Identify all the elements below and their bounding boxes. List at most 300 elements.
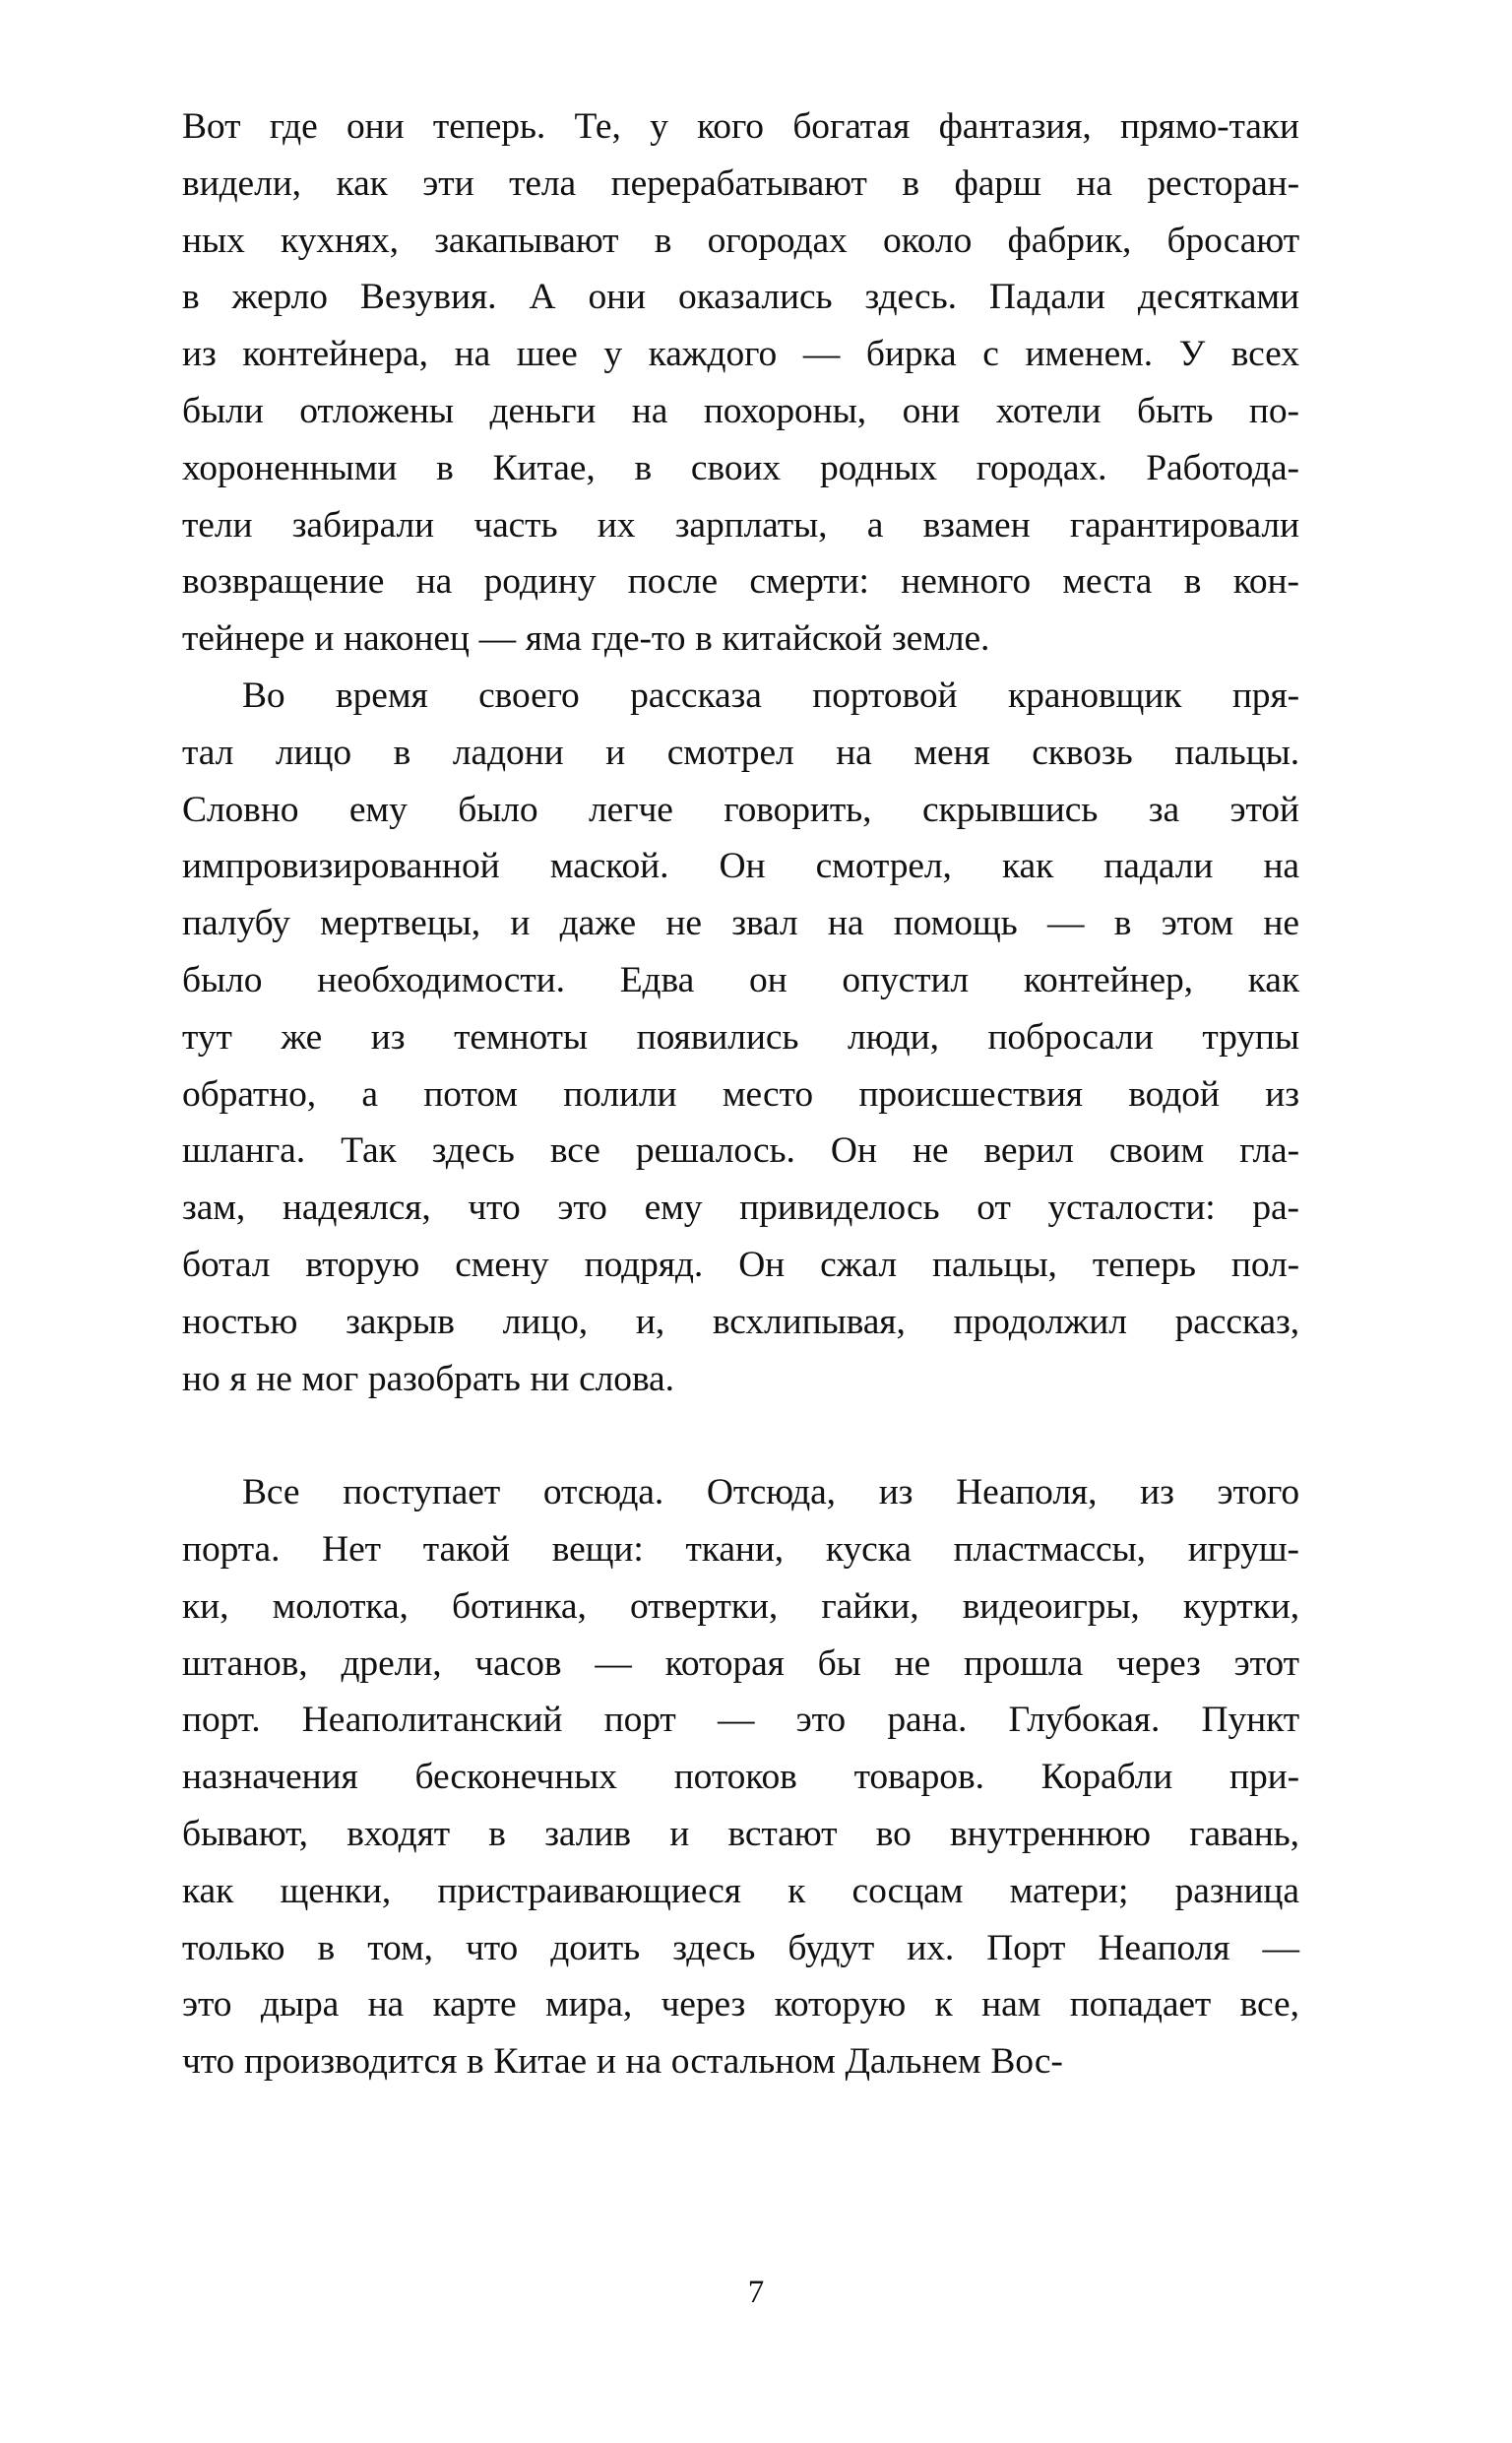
text-line [182, 1806, 1299, 1863]
word: деньги [489, 390, 597, 431]
text-line [182, 1692, 1299, 1749]
word: они [588, 277, 647, 318]
text-line [182, 1578, 1299, 1636]
word: трупы [1202, 1016, 1299, 1058]
word: порт. [182, 1700, 261, 1741]
word: около [882, 220, 973, 261]
word: в [436, 447, 454, 488]
word: Он [830, 1130, 877, 1172]
page-number: 7 [747, 2275, 765, 2310]
word: только [182, 1927, 285, 1968]
word: каждого [648, 334, 778, 375]
word: пальцы. [1174, 732, 1299, 773]
word: было [458, 789, 538, 830]
word: все [549, 1130, 600, 1172]
word: в [393, 732, 411, 773]
word: вторую [305, 1244, 420, 1285]
word: бирка [865, 334, 957, 375]
word: с [982, 334, 999, 375]
word: хотели [995, 390, 1102, 431]
word: пристраивающиеся [437, 1870, 741, 1911]
word: отсюда. [542, 1472, 664, 1513]
word: появились [636, 1016, 799, 1058]
word: поступает [343, 1472, 501, 1513]
word: через [1116, 1642, 1201, 1684]
word: ра- [1252, 1188, 1299, 1229]
text-line [182, 1749, 1299, 1806]
word: жерло [231, 277, 328, 318]
word: гайки, [821, 1585, 919, 1627]
word: надеялся, [282, 1188, 431, 1229]
word: здесь. [864, 277, 957, 318]
word: входят [346, 1813, 451, 1854]
word: он [748, 959, 788, 1000]
word: ни [530, 1358, 570, 1399]
word: портовой [812, 675, 958, 716]
word: смотрел, [815, 846, 952, 887]
word: и, [635, 1301, 665, 1342]
word: видеоигры, [962, 1585, 1140, 1627]
word: такой [422, 1528, 510, 1570]
word: же [281, 1016, 323, 1058]
word: где [269, 106, 318, 147]
word: ных [182, 220, 245, 261]
word: через [661, 1984, 746, 2025]
word: говорить, [724, 789, 872, 830]
word: перерабатывают [610, 162, 867, 204]
word: доить [550, 1927, 641, 1968]
word: это [182, 1984, 232, 2025]
word: в [654, 220, 672, 261]
word: шее [516, 334, 578, 375]
word: бросают [1166, 220, 1299, 261]
word: прямо-таки [1120, 106, 1299, 147]
word: у [603, 334, 622, 375]
word: а [361, 1073, 378, 1115]
word: штанов, [182, 1642, 308, 1684]
word: это [795, 1700, 847, 1741]
word: их [597, 504, 636, 546]
word: — [1262, 1927, 1299, 1968]
word: и [314, 618, 335, 660]
word: темноты [454, 1016, 589, 1058]
text-line [182, 326, 1299, 383]
text-line [182, 1351, 1299, 1408]
word: помощь [893, 903, 1018, 944]
word: что [468, 1188, 521, 1229]
word: не [1263, 903, 1299, 944]
word: товаров. [853, 1757, 984, 1798]
word: в [902, 162, 919, 204]
word: немного [901, 561, 1031, 603]
text-line [182, 725, 1299, 782]
word: быть [1137, 390, 1214, 431]
word: как [182, 1870, 234, 1911]
word: карте [432, 1984, 517, 2025]
word: фантазия, [938, 106, 1092, 147]
text-line [182, 497, 1299, 554]
word: из [182, 334, 217, 375]
word: контейнер, [1023, 959, 1193, 1000]
word: матери; [1009, 1870, 1129, 1911]
word: смотрел [666, 732, 794, 773]
word: этом [1161, 903, 1234, 944]
word: У [1178, 334, 1206, 375]
word: ностью [182, 1301, 298, 1342]
word: производится [243, 2041, 458, 2083]
word: тал [182, 732, 234, 773]
word: я [229, 1358, 247, 1399]
text-line [182, 383, 1299, 440]
word: где-то [591, 618, 686, 660]
word: фабрик, [1007, 220, 1132, 261]
word: пол- [1230, 1244, 1299, 1285]
word: не [912, 1130, 949, 1172]
word: теперь. [432, 106, 546, 147]
word: сквозь [1032, 732, 1133, 773]
word: часов [474, 1642, 562, 1684]
word: к [934, 1984, 953, 2025]
word: после [627, 561, 719, 603]
text-line [182, 895, 1299, 952]
word: верил [983, 1130, 1074, 1172]
word: у [650, 106, 668, 147]
text-line [182, 1066, 1299, 1124]
word: продолжил [953, 1301, 1127, 1342]
word: Работода- [1146, 447, 1299, 488]
word: ладони [452, 732, 564, 773]
word: из [1140, 1472, 1174, 1513]
paragraph-1 [182, 98, 1299, 668]
word: смерти: [749, 561, 869, 603]
word: Порт [986, 1927, 1066, 1968]
word: к [788, 1870, 806, 1911]
word: Пункт [1201, 1700, 1299, 1741]
word: попадает [1069, 1984, 1212, 2025]
word: — [717, 1700, 755, 1741]
word: как [1001, 846, 1054, 887]
word: оказались [678, 277, 833, 318]
word: лицо, [502, 1301, 589, 1342]
word: на [454, 334, 491, 375]
word: не [256, 1358, 292, 1399]
word: из [878, 1472, 914, 1513]
word: встают [727, 1813, 838, 1854]
word: китайской [722, 618, 883, 660]
word: Неаполя, [956, 1472, 1098, 1513]
word: на [367, 1984, 405, 2025]
word: которая [664, 1642, 785, 1684]
word: происшествия [858, 1073, 1083, 1115]
word: подряд. [584, 1244, 704, 1285]
word: ботал [182, 1244, 271, 1285]
word: хороненными [182, 447, 398, 488]
word: скрывшись [921, 789, 1099, 830]
word: было [182, 959, 263, 1000]
text-line [182, 1464, 1299, 1521]
word: место [722, 1073, 813, 1115]
word: контейнера, [242, 334, 428, 375]
word: Так [341, 1130, 397, 1172]
text-line [182, 1009, 1299, 1066]
word: своих [690, 447, 782, 488]
word: меня [914, 732, 990, 773]
word: палубу [182, 903, 290, 944]
word: а [866, 504, 884, 546]
word: из [370, 1016, 406, 1058]
word: мира, [545, 1984, 633, 2025]
word: полили [563, 1073, 677, 1115]
body-text-column [182, 98, 1299, 2090]
word: прошла [964, 1642, 1084, 1684]
text-line [182, 611, 1299, 668]
word: на [1076, 162, 1112, 204]
word: Неаполитанский [301, 1700, 563, 1741]
word: маской. [549, 846, 669, 887]
word: Китае, [492, 447, 596, 488]
word: гла- [1239, 1130, 1299, 1172]
word: и [605, 732, 626, 773]
word: легче [589, 789, 673, 830]
word: водой [1128, 1073, 1220, 1115]
word: тут [182, 1016, 232, 1058]
word: сжал [820, 1244, 898, 1285]
word: здесь [672, 1927, 756, 1968]
word: своего [478, 675, 580, 716]
word: щенки, [280, 1870, 392, 1911]
text-line [182, 1636, 1299, 1693]
word: огородах [707, 220, 848, 261]
word: городах. [976, 447, 1107, 488]
word: Отсюда, [706, 1472, 836, 1513]
word: падали [1103, 846, 1214, 887]
word: смену [455, 1244, 549, 1285]
word: бесконечных [414, 1757, 617, 1798]
word: привиделось [739, 1188, 940, 1229]
word: Глубокая. [1008, 1700, 1161, 1741]
word: необходимости. [317, 959, 565, 1000]
word: Он [719, 846, 766, 887]
word: в [634, 447, 653, 488]
word: на [631, 390, 668, 431]
word: на [827, 903, 864, 944]
word: залив [544, 1813, 631, 1854]
text-line [182, 1920, 1299, 1977]
word: бывают, [182, 1813, 308, 1854]
word: бы [817, 1642, 861, 1684]
word: ткани, [685, 1528, 785, 1570]
word: вещи: [551, 1528, 644, 1570]
word: нам [981, 1984, 1041, 2025]
word: в [182, 277, 200, 318]
word: из [1265, 1073, 1299, 1115]
word: были [182, 390, 264, 431]
word: даже [559, 903, 637, 944]
word: на [415, 561, 453, 603]
word: сосцам [851, 1870, 964, 1911]
word: люди, [848, 1016, 939, 1058]
text-line [182, 838, 1299, 895]
word: пря- [1231, 675, 1299, 716]
word: Те, [574, 106, 621, 147]
word: именем. [1025, 334, 1154, 375]
word: на [836, 732, 872, 773]
word: отвертки, [629, 1585, 779, 1627]
word: взамен [922, 504, 1031, 546]
word: потоков [673, 1757, 797, 1798]
paragraph-2 [182, 668, 1299, 1407]
word: наконец [343, 618, 470, 660]
word: рассказ, [1174, 1301, 1299, 1342]
word: в [466, 2041, 484, 2083]
text-line [182, 668, 1299, 725]
word: яма [525, 618, 582, 660]
word: не [894, 1642, 931, 1684]
word: Вос- [990, 2041, 1063, 2083]
word: Корабли [1040, 1757, 1173, 1798]
word: этого [1217, 1472, 1299, 1513]
word: видели, [182, 162, 301, 204]
paragraph-3 [182, 1464, 1299, 2090]
word: порт [603, 1700, 676, 1741]
word: время [336, 675, 428, 716]
word: богатая [792, 106, 911, 147]
word: шланга. [182, 1130, 306, 1172]
word: остальном [670, 2041, 836, 2083]
word: побросали [987, 1016, 1154, 1058]
word: они [346, 106, 405, 147]
word: разница [1174, 1870, 1299, 1911]
word: дыра [260, 1984, 340, 2025]
text-line [182, 98, 1299, 156]
word: — [1047, 903, 1085, 944]
word: часть [473, 504, 558, 546]
word: порта. [182, 1528, 281, 1570]
word: в [695, 618, 713, 660]
word: рассказа [630, 675, 762, 716]
word: как [336, 162, 388, 204]
word: решалось. [635, 1130, 795, 1172]
word: за [1148, 789, 1179, 830]
word: Дальнем [845, 2041, 981, 2083]
word: внутреннюю [950, 1813, 1151, 1854]
word: рана. [887, 1700, 968, 1741]
word: отложены [299, 390, 454, 431]
word: Словно [182, 789, 299, 830]
word: по- [1248, 390, 1299, 431]
word: кон- [1232, 561, 1299, 603]
word: теперь [1092, 1244, 1196, 1285]
word: обратно, [182, 1073, 317, 1115]
word: земле. [891, 618, 990, 660]
word: это [557, 1188, 607, 1229]
paragraph-spacer [182, 1407, 1299, 1464]
word: потом [423, 1073, 518, 1115]
word: кого [697, 106, 764, 147]
text-line [182, 2033, 1299, 2090]
word: фарш [954, 162, 1041, 204]
word: всех [1230, 334, 1299, 375]
word: игруш- [1187, 1528, 1299, 1570]
word: мертвецы, [320, 903, 481, 944]
word: всхлипывая, [712, 1301, 906, 1342]
word: во [875, 1813, 912, 1854]
word: Падали [988, 277, 1105, 318]
word: тели [182, 504, 253, 546]
word: похороны, [703, 390, 867, 431]
text-line [182, 1521, 1299, 1578]
word: Во [242, 675, 285, 716]
word: ему [348, 789, 408, 830]
word: и [510, 903, 531, 944]
word: гавань, [1189, 1813, 1299, 1854]
text-line [182, 440, 1299, 497]
word: в [1183, 561, 1202, 603]
word: которую [774, 1984, 907, 2025]
word: пластмассы, [953, 1528, 1146, 1570]
text-line [182, 782, 1299, 839]
text-line [182, 553, 1299, 611]
text-line [182, 1180, 1299, 1237]
word: опустил [842, 959, 970, 1000]
text-line [182, 952, 1299, 1009]
word: — [802, 334, 841, 375]
text-line [182, 1863, 1299, 1920]
word: они [902, 390, 961, 431]
word: — [595, 1642, 632, 1684]
word: ки, [182, 1585, 229, 1627]
word: будут [788, 1927, 875, 1968]
word: ресторан- [1147, 162, 1299, 204]
word: кухнях, [280, 220, 399, 261]
word: мог [301, 1358, 359, 1399]
word: Едва [619, 959, 695, 1000]
word: лицо [275, 732, 352, 773]
word: в [488, 1813, 506, 1854]
word: забирали [291, 504, 435, 546]
word: крановщик [1007, 675, 1182, 716]
word: дрели, [341, 1642, 442, 1684]
word: звал [731, 903, 798, 944]
word: назначения [182, 1757, 358, 1798]
word: том, [367, 1927, 433, 1968]
word: что [465, 1927, 519, 1968]
word: Нет [322, 1528, 381, 1570]
text-line [182, 1237, 1299, 1294]
word: в [1113, 903, 1132, 944]
word: — [478, 618, 516, 660]
word: слова. [579, 1358, 674, 1399]
word: ботинка, [452, 1585, 587, 1627]
word: молотка, [272, 1585, 409, 1627]
word: но [182, 1358, 220, 1399]
word: усталости: [1047, 1188, 1216, 1229]
word: пальцы, [932, 1244, 1057, 1285]
word: закрыв [346, 1301, 455, 1342]
word: родных [819, 447, 937, 488]
word: десятками [1137, 277, 1299, 318]
word: куска [825, 1528, 912, 1570]
word: эти [422, 162, 474, 204]
word: Все [242, 1472, 300, 1513]
text-line [182, 1294, 1299, 1351]
word: Китае [493, 2041, 588, 2083]
word: своим [1108, 1130, 1204, 1172]
word: на [625, 2041, 662, 2083]
word: зарплаты, [674, 504, 828, 546]
text-line [182, 1976, 1299, 2033]
word: куртки, [1182, 1585, 1299, 1627]
